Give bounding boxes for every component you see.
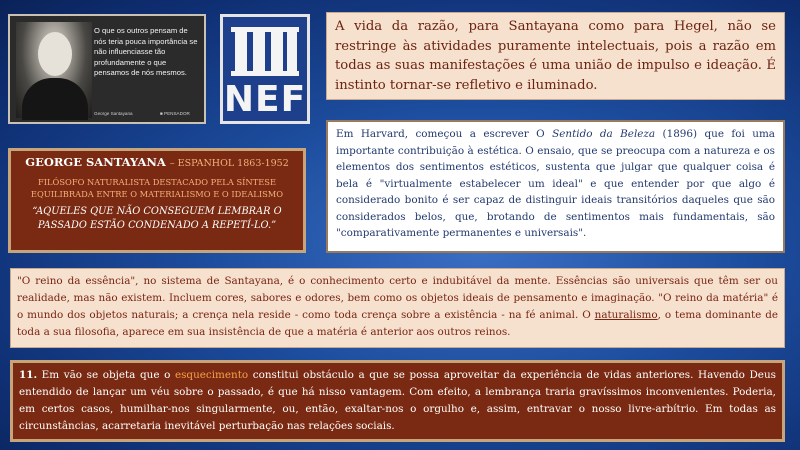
harvard-text-end: (1896) que foi uma importante contribuição à estética. O ensaio, que se preocupa com a natureza e os elementos dos sentimentos estéticos, sustenta que julgar que qualquer coisa é bela é "virtualmente estabelecer um ideal" e que entender por que algo é considerado bonito é ser capaz de distinguir ideais transitórios daqueles que são considerados belos, que, brotando de sentimentos mais fundamentais, são "comparativamente permanentes e universais".: [336, 128, 775, 239]
author-name: GEORGE SANTAYANA: [25, 155, 166, 169]
quote-text: O que os outros pensam de nós teria pouca importância se não influenciasse tão profundamente o que pensamos de nós mesmos.: [94, 26, 198, 77]
razao-text: A vida da razão, para Santayana como para Hegel, não se restringe às atividades puramente intelectuais, pois a razão em todas as suas manifestações é uma união de impulso e ideação. É instinto tornar-se refletivo e iluminado.: [335, 19, 776, 93]
esquecimento-text-end: constitui obstáculo a que se possa aproveitar da experiência de vidas anteriores. Havendo Deus entendido de lançar um véu sobre o passado, é que há nisso vantagem. Com efeito, a lembrança traria gravíssimos inconvenientes. Poderia, em certos casos, humilhar-nos singularmente, ou, então, exaltar-nos o orgulho e, assim, entravar o nosso livre-arbítrio. Em todas as circunstâncias, acarretaria inevitável perturbação nas relações sociais.: [19, 369, 776, 432]
essencia-text-start: "O reino da essência", no sistema de Santayana, é o conhecimento certo e indubitável da mente. Essências são universais que têm ser ou realidade, mas não existem. Incluem cores, sabores e odores, bem como os objetos ideais de pensamento e imaginação. "O reino da matéria" é o mundo dos objetos naturais; a crença nela reside - como toda crença sobre a existência - na fé animal. O: [17, 275, 778, 321]
logo-pillar: [253, 31, 265, 71]
portrait-image: [16, 22, 92, 118]
esquecimento-text-start: Em vão se objeta que o: [37, 369, 175, 381]
portrait-head: [38, 32, 72, 76]
portrait-suit: [22, 78, 88, 120]
naturalismo-link[interactable]: naturalismo: [594, 309, 658, 321]
essencia-text-box: [10, 268, 785, 348]
author-card: [8, 148, 306, 253]
essencia-text-end: , o tema dominante de toda a sua filosofia, aparece em sua insistência de que a matéria é anterior aos outros reinos.: [17, 309, 779, 338]
quote-author: George Santayana: [94, 111, 133, 116]
logo-pillar: [235, 31, 247, 71]
harvard-text-box: [326, 120, 785, 253]
logo-text: NEF: [223, 79, 307, 120]
logo-pillar: [271, 31, 283, 71]
razao-text-box: [326, 12, 785, 100]
quote-card: [8, 14, 206, 124]
author-header: [17, 155, 297, 171]
esquecimento-text-box: [10, 360, 785, 442]
logo-pillar: [287, 31, 297, 71]
author-subtitle: – ESPANHOL 1863-1952: [169, 158, 289, 169]
author-description: FILÓSOFO NATURALISTA DESTACADO PELA SÍNTESE EQUILIBRADA ENTRE O MATERIALISMO E O IDEALISMO: [30, 177, 284, 199]
author-quote: “AQUELES QUE NÃO CONSEGUEM LEMBRAR O PASSADO ESTÃO CONDENADO A REPETÍ-LO.”: [32, 206, 282, 231]
nef-logo: [220, 14, 310, 124]
highlighted-term: esquecimento: [174, 369, 249, 381]
logo-pillar-base: [231, 71, 299, 76]
item-number: 11.: [19, 369, 38, 381]
harvard-text-start: Em Harvard, começou a escrever O: [336, 128, 553, 140]
book-title: Sentido da Beleza: [552, 128, 656, 140]
quote-source: ■ PENSADOR: [160, 111, 190, 116]
